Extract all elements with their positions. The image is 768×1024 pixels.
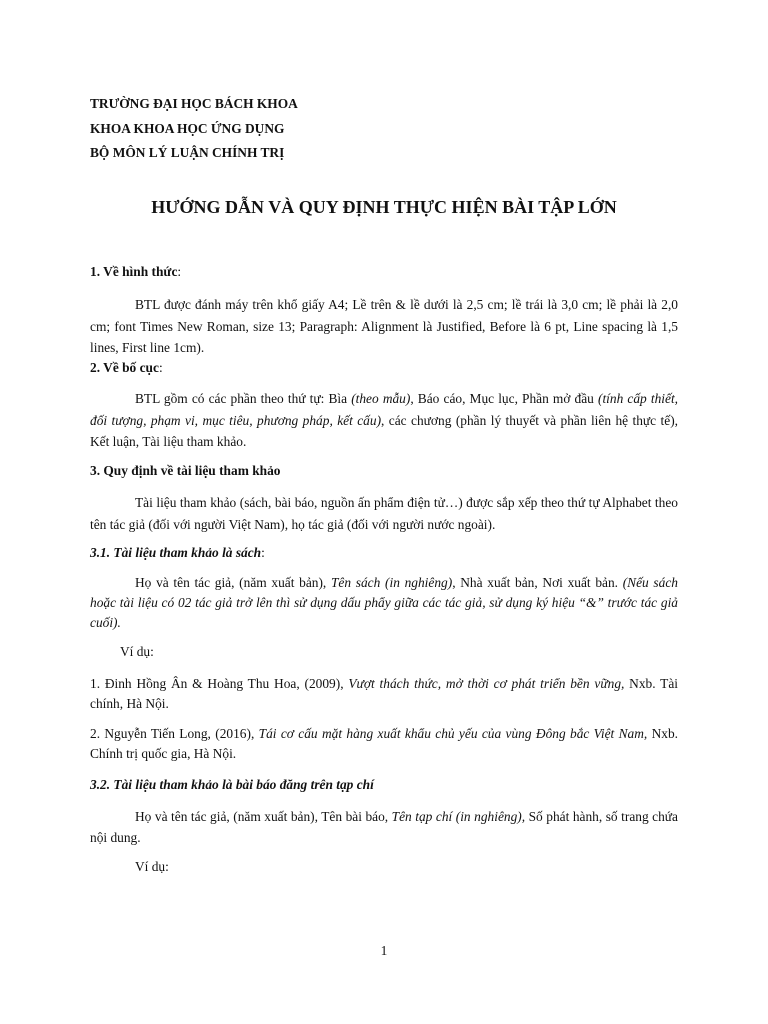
section-3-1-paragraph bbox=[90, 573, 678, 633]
section-2-title: 2. Về bố cục bbox=[90, 360, 159, 375]
section-2-text-4: (tính cấp thiết, đối tượng, phạm vi, mục tiêu, phương pháp, kết cấu) bbox=[90, 391, 679, 428]
university-name: TRƯỜNG ĐẠI HỌC BÁCH KHOA bbox=[90, 96, 298, 111]
section-3-1-colon: : bbox=[261, 545, 265, 560]
section-3-1-example-label: Ví dụ: bbox=[120, 644, 154, 659]
reference-2-text-2: Tái cơ cấu mặt hàng xuất khẩu chủ yếu của vùng Đông bắc Việt Nam, bbox=[258, 726, 648, 741]
section-2-text-1: BTL gồm có các phần theo thứ tự: Bìa bbox=[135, 391, 352, 406]
reference-example-1 bbox=[90, 674, 678, 714]
section-3-1-heading bbox=[90, 543, 678, 562]
section-3-1-text-3: , Nhà xuất bản, Nơi xuất bản. bbox=[452, 575, 623, 590]
reference-2-text-3: Nxb. Chính trị quốc gia, Hà Nội. bbox=[90, 726, 678, 761]
section-3-1-text-4: (Nếu sách hoặc tài liệu có 02 tác giả trở lên thì sử dụng dấu phẩy giữa các tác giả, sử dụng ký hiệu “&” trước tác giả cuối). bbox=[90, 575, 678, 630]
faculty-name: KHOA KHOA HỌC ỨNG DỤNG bbox=[90, 120, 285, 136]
section-1-paragraph: BTL được đánh máy trên khổ giấy A4; Lề trên & lề dưới là 2,5 cm; lề trái là 3,0 cm; lề phải là 2,0 cm; font Times New Roman, size 13; Paragraph: Alignment là Justified, Before là 6 pt, Line spacing là 1,5 lines, First line 1cm). bbox=[90, 297, 678, 355]
section-2-paragraph bbox=[90, 388, 678, 453]
section-3-2-text-1: Họ và tên tác giả, (năm xuất bản), Tên bài báo, bbox=[135, 809, 392, 824]
section-3-2-text-3: Số phát hành, số trang chứa nội dung. bbox=[90, 809, 679, 845]
section-2-heading bbox=[90, 358, 678, 377]
section-3-1-text-1: Họ và tên tác giả, (năm xuất bản), bbox=[135, 575, 331, 590]
section-3-paragraph: Tài liệu tham khảo (sách, bài báo, nguồn ấn phẩm điện tử…) được sắp xếp theo thứ tự Alphabet theo tên tác giả (đối với người Việt Nam), họ tác giả (đối với người nước ngoài). bbox=[90, 495, 678, 532]
department-name: BỘ MÔN LÝ LUẬN CHÍNH TRỊ bbox=[90, 145, 285, 160]
section-3-2-text-2: Tên tạp chí (in nghiêng), bbox=[391, 809, 526, 824]
section-1-heading bbox=[90, 262, 678, 281]
section-2-text-2: (theo mẫu) bbox=[351, 391, 411, 406]
section-2-colon: : bbox=[158, 360, 163, 375]
reference-1-text-2: Vượt thách thức, mở thời cơ phát triển bền vững, bbox=[348, 676, 625, 691]
document-title: HƯỚNG DẪN VÀ QUY ĐỊNH THỰC HIỆN BÀI TẬP LỚN bbox=[151, 197, 617, 217]
institution-header bbox=[90, 92, 298, 166]
section-1-title: 1. Về hình thức bbox=[90, 264, 178, 279]
section-3-1-title: 3.1. Tài liệu tham khảo là sách bbox=[90, 545, 262, 560]
page-number: 1 bbox=[380, 943, 388, 958]
section-3-2-heading: 3.2. Tài liệu tham khảo là bài báo đăng trên tạp chí bbox=[90, 777, 374, 792]
reference-1-text-1: 1. Đinh Hồng Ân & Hoàng Thu Hoa, (2009), bbox=[90, 676, 349, 691]
section-2-text-3: , Báo cáo, Mục lục, Phần mở đầu bbox=[410, 391, 598, 406]
section-3-2-example-label: Ví dụ: bbox=[135, 859, 169, 874]
section-1-colon: : bbox=[177, 264, 182, 279]
section-2-text-5: , các chương (phần lý thuyết và phần liên hệ thực tế), Kết luận, Tài liệu tham khảo. bbox=[90, 412, 678, 449]
reference-example-2 bbox=[90, 724, 678, 764]
section-3-heading: 3. Quy định về tài liệu tham khảo bbox=[90, 463, 281, 478]
reference-1-text-3: Nxb. Tài chính, Hà Nội. bbox=[90, 676, 679, 711]
reference-2-text-1: 2. Nguyễn Tiến Long, (2016), bbox=[90, 726, 259, 741]
section-3-1-text-2: Tên sách (in nghiêng) bbox=[330, 575, 453, 590]
section-3-2-paragraph bbox=[90, 806, 678, 848]
